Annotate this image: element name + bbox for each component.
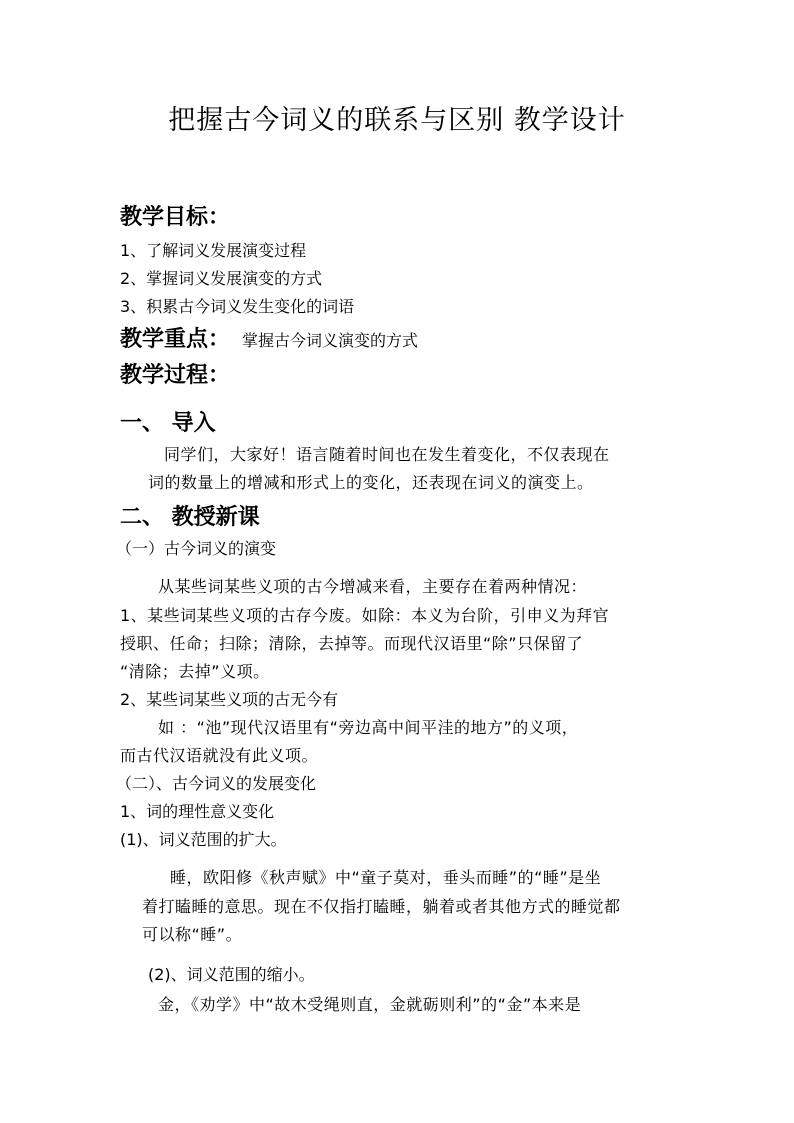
paragraph-line: 从某些词某些义项的古今增减来看，主要存在着两种情况：	[158, 577, 588, 596]
list-item-heading: 2、某些词某些义项的古无今有	[120, 690, 339, 709]
objective-item: 1、了解词义发展演变过程	[120, 241, 307, 260]
keypoint-line	[120, 322, 418, 353]
paragraph-line: “清除；去掉”义项。	[120, 662, 270, 681]
paragraph-line: 睡，欧阳修《秋声赋》中“童子莫对，垂头而睡”的“睡”是坐	[170, 868, 602, 887]
keypoint-text: 掌握古今词义演变的方式	[242, 331, 419, 350]
paragraph-line: 着打瞌睡的意思。现在不仅指打瞌睡，躺着或者其他方式的睡觉都	[142, 897, 621, 916]
paragraph-line: 如 ：“池”现代汉语里有“旁边高中间平洼的地方”的义项，	[158, 718, 579, 737]
list-item-heading: (2)、词义范围的缩小。	[148, 965, 315, 984]
objectives-heading: 教学目标：	[120, 205, 231, 230]
section-heading-new-lesson: 二、 教授新课	[120, 505, 260, 530]
paragraph-line: 1、某些词某些义项的古存今废。如除：本义为台阶，引申义为拜官	[120, 606, 610, 625]
section-heading-intro: 一、 导入	[120, 411, 216, 436]
keypoint-heading: 教学重点：	[120, 327, 231, 352]
objective-item: 2、掌握词义发展演变的方式	[120, 269, 323, 288]
list-item-heading: 1、词的理性意义变化	[120, 802, 275, 821]
subsection-heading: （二）、古今词义的发展变化	[116, 774, 317, 793]
list-item-heading: (1)、词义范围的扩大。	[120, 830, 287, 849]
paragraph-line: 而古代汉语就没有此义项。	[120, 746, 319, 765]
objective-item: 3、积累古今词义发生变化的词语	[120, 297, 355, 316]
process-heading: 教学过程：	[120, 363, 231, 388]
paragraph-line: 词的数量上的增减和形式上的变化，还表现在词义的演变上。	[148, 473, 594, 492]
subsection-heading: （一）古今词义的演变	[116, 539, 277, 558]
paragraph-line: 可以称“睡”。	[142, 925, 243, 944]
paragraph-line: 授职、任命；扫除；清除，去掉等。而现代汉语里“除”只保留了	[120, 634, 584, 653]
paragraph-line: 金，《劝学》中“故木受绳则直，金就砺则利”的“金”本来是	[158, 995, 582, 1014]
page-title: 把握古今词义的联系与区别 教学设计	[168, 105, 626, 136]
paragraph-line: 同学们，大家好！语言随着时间也在发生着变化，不仅表现在	[164, 445, 610, 464]
